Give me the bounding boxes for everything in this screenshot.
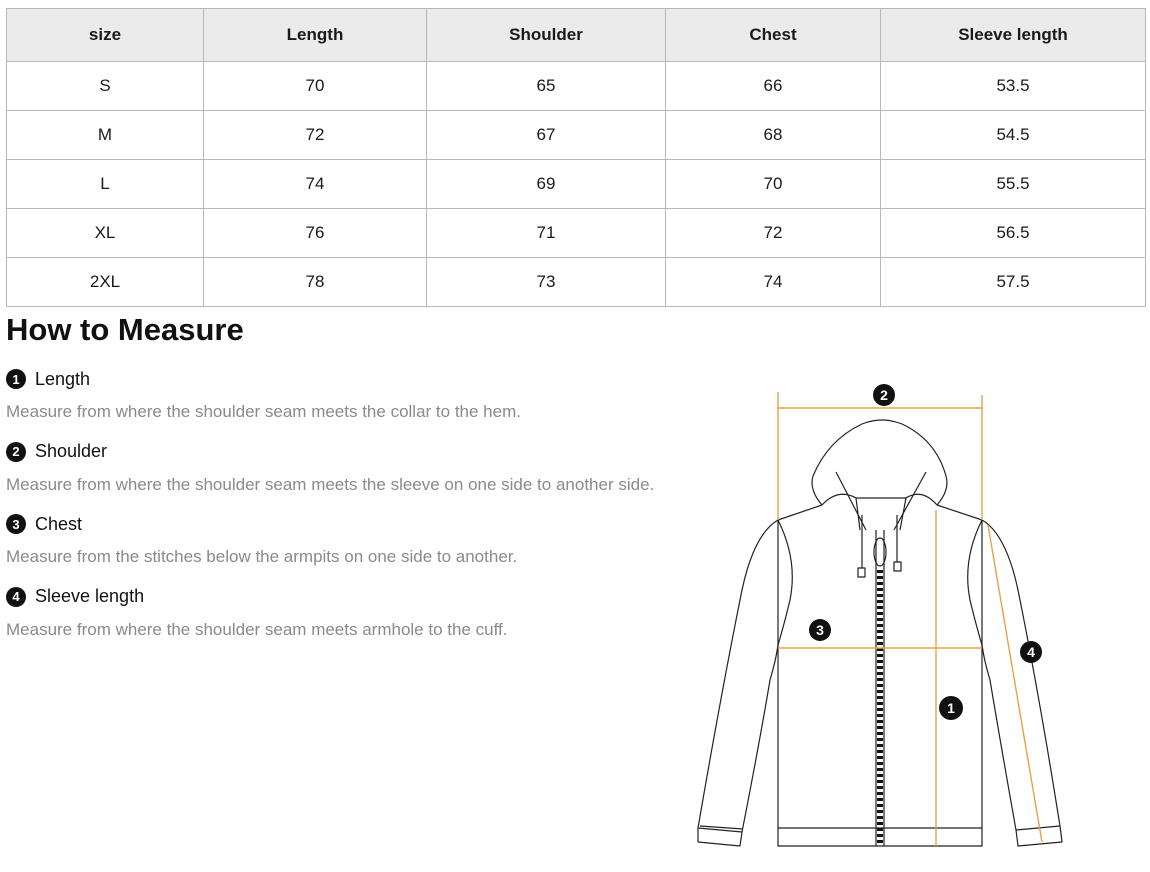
- cell-chest: 68: [666, 111, 881, 160]
- cell-length: 74: [204, 160, 427, 209]
- cell-chest: 74: [666, 258, 881, 307]
- marker-3-icon: [809, 619, 831, 641]
- guide-label: Chest: [35, 513, 83, 534]
- cell-chest: 66: [666, 62, 881, 111]
- cell-length: 72: [204, 111, 427, 160]
- table-row: [7, 209, 1146, 258]
- measure-guide: [6, 366, 706, 656]
- header-size: size: [7, 9, 204, 62]
- cell-length: 70: [204, 62, 427, 111]
- guide-item-chest: [6, 511, 706, 584]
- cell-chest: 70: [666, 160, 881, 209]
- zip-hoodie-icon: [690, 380, 1070, 860]
- cell-sleeve-length: 53.5: [881, 62, 1146, 111]
- guide-description: Measure from where the shoulder seam meets armhole to the cuff.: [6, 619, 508, 639]
- table-row: [7, 160, 1146, 209]
- table-header-row: [7, 9, 1146, 62]
- cell-sleeve-length: 55.5: [881, 160, 1146, 209]
- number-1-icon: 1: [6, 369, 26, 389]
- cell-shoulder: 71: [427, 209, 666, 258]
- number-4-icon: 4: [6, 587, 26, 607]
- cell-sleeve-length: 57.5: [881, 258, 1146, 307]
- cell-shoulder: 67: [427, 111, 666, 160]
- table-row: [7, 111, 1146, 160]
- cell-shoulder: 73: [427, 258, 666, 307]
- cell-size: L: [7, 160, 204, 209]
- header-length: Length: [204, 9, 427, 62]
- guide-description: Measure from where the shoulder seam meets the collar to the hem.: [6, 402, 521, 421]
- guide-item-sleeve-length: [6, 584, 706, 657]
- guide-label: Shoulder: [35, 441, 108, 461]
- section-title: How to Measure: [6, 312, 244, 347]
- guide-label: Sleeve length: [35, 586, 145, 606]
- cell-sleeve-length: 56.5: [881, 209, 1146, 258]
- size-chart-table: [6, 8, 1146, 307]
- marker-1-icon: [939, 696, 963, 720]
- svg-text:1: 1: [947, 700, 955, 716]
- hoodie-diagram: [690, 380, 1070, 860]
- marker-2-icon: [873, 384, 895, 406]
- table-row: [7, 62, 1146, 111]
- guide-item-shoulder: [6, 439, 706, 512]
- cell-size: S: [7, 62, 204, 111]
- cell-length: 78: [204, 258, 427, 307]
- svg-text:3: 3: [816, 622, 824, 638]
- cell-shoulder: 65: [427, 62, 666, 111]
- guide-item-length: [6, 366, 706, 439]
- guide-description: Measure from where the shoulder seam meets the sleeve on one side to another side.: [6, 474, 655, 494]
- cell-size: 2XL: [7, 258, 204, 307]
- cell-chest: 72: [666, 209, 881, 258]
- cell-length: 76: [204, 209, 427, 258]
- header-sleeve-length: Sleeve length: [881, 9, 1146, 62]
- cell-size: XL: [7, 209, 204, 258]
- number-3-icon: 3: [6, 514, 26, 534]
- header-chest: Chest: [666, 9, 881, 62]
- svg-text:4: 4: [1027, 644, 1035, 660]
- guide-label: Length: [35, 368, 91, 389]
- svg-text:2: 2: [880, 387, 888, 403]
- table-row: [7, 258, 1146, 307]
- guide-description: Measure from the stitches below the armpits on one side to another.: [6, 547, 518, 566]
- marker-4-icon: [1020, 641, 1042, 663]
- number-2-icon: 2: [6, 442, 26, 462]
- cell-shoulder: 69: [427, 160, 666, 209]
- cell-sleeve-length: 54.5: [881, 111, 1146, 160]
- cell-size: M: [7, 111, 204, 160]
- header-shoulder: Shoulder: [427, 9, 666, 62]
